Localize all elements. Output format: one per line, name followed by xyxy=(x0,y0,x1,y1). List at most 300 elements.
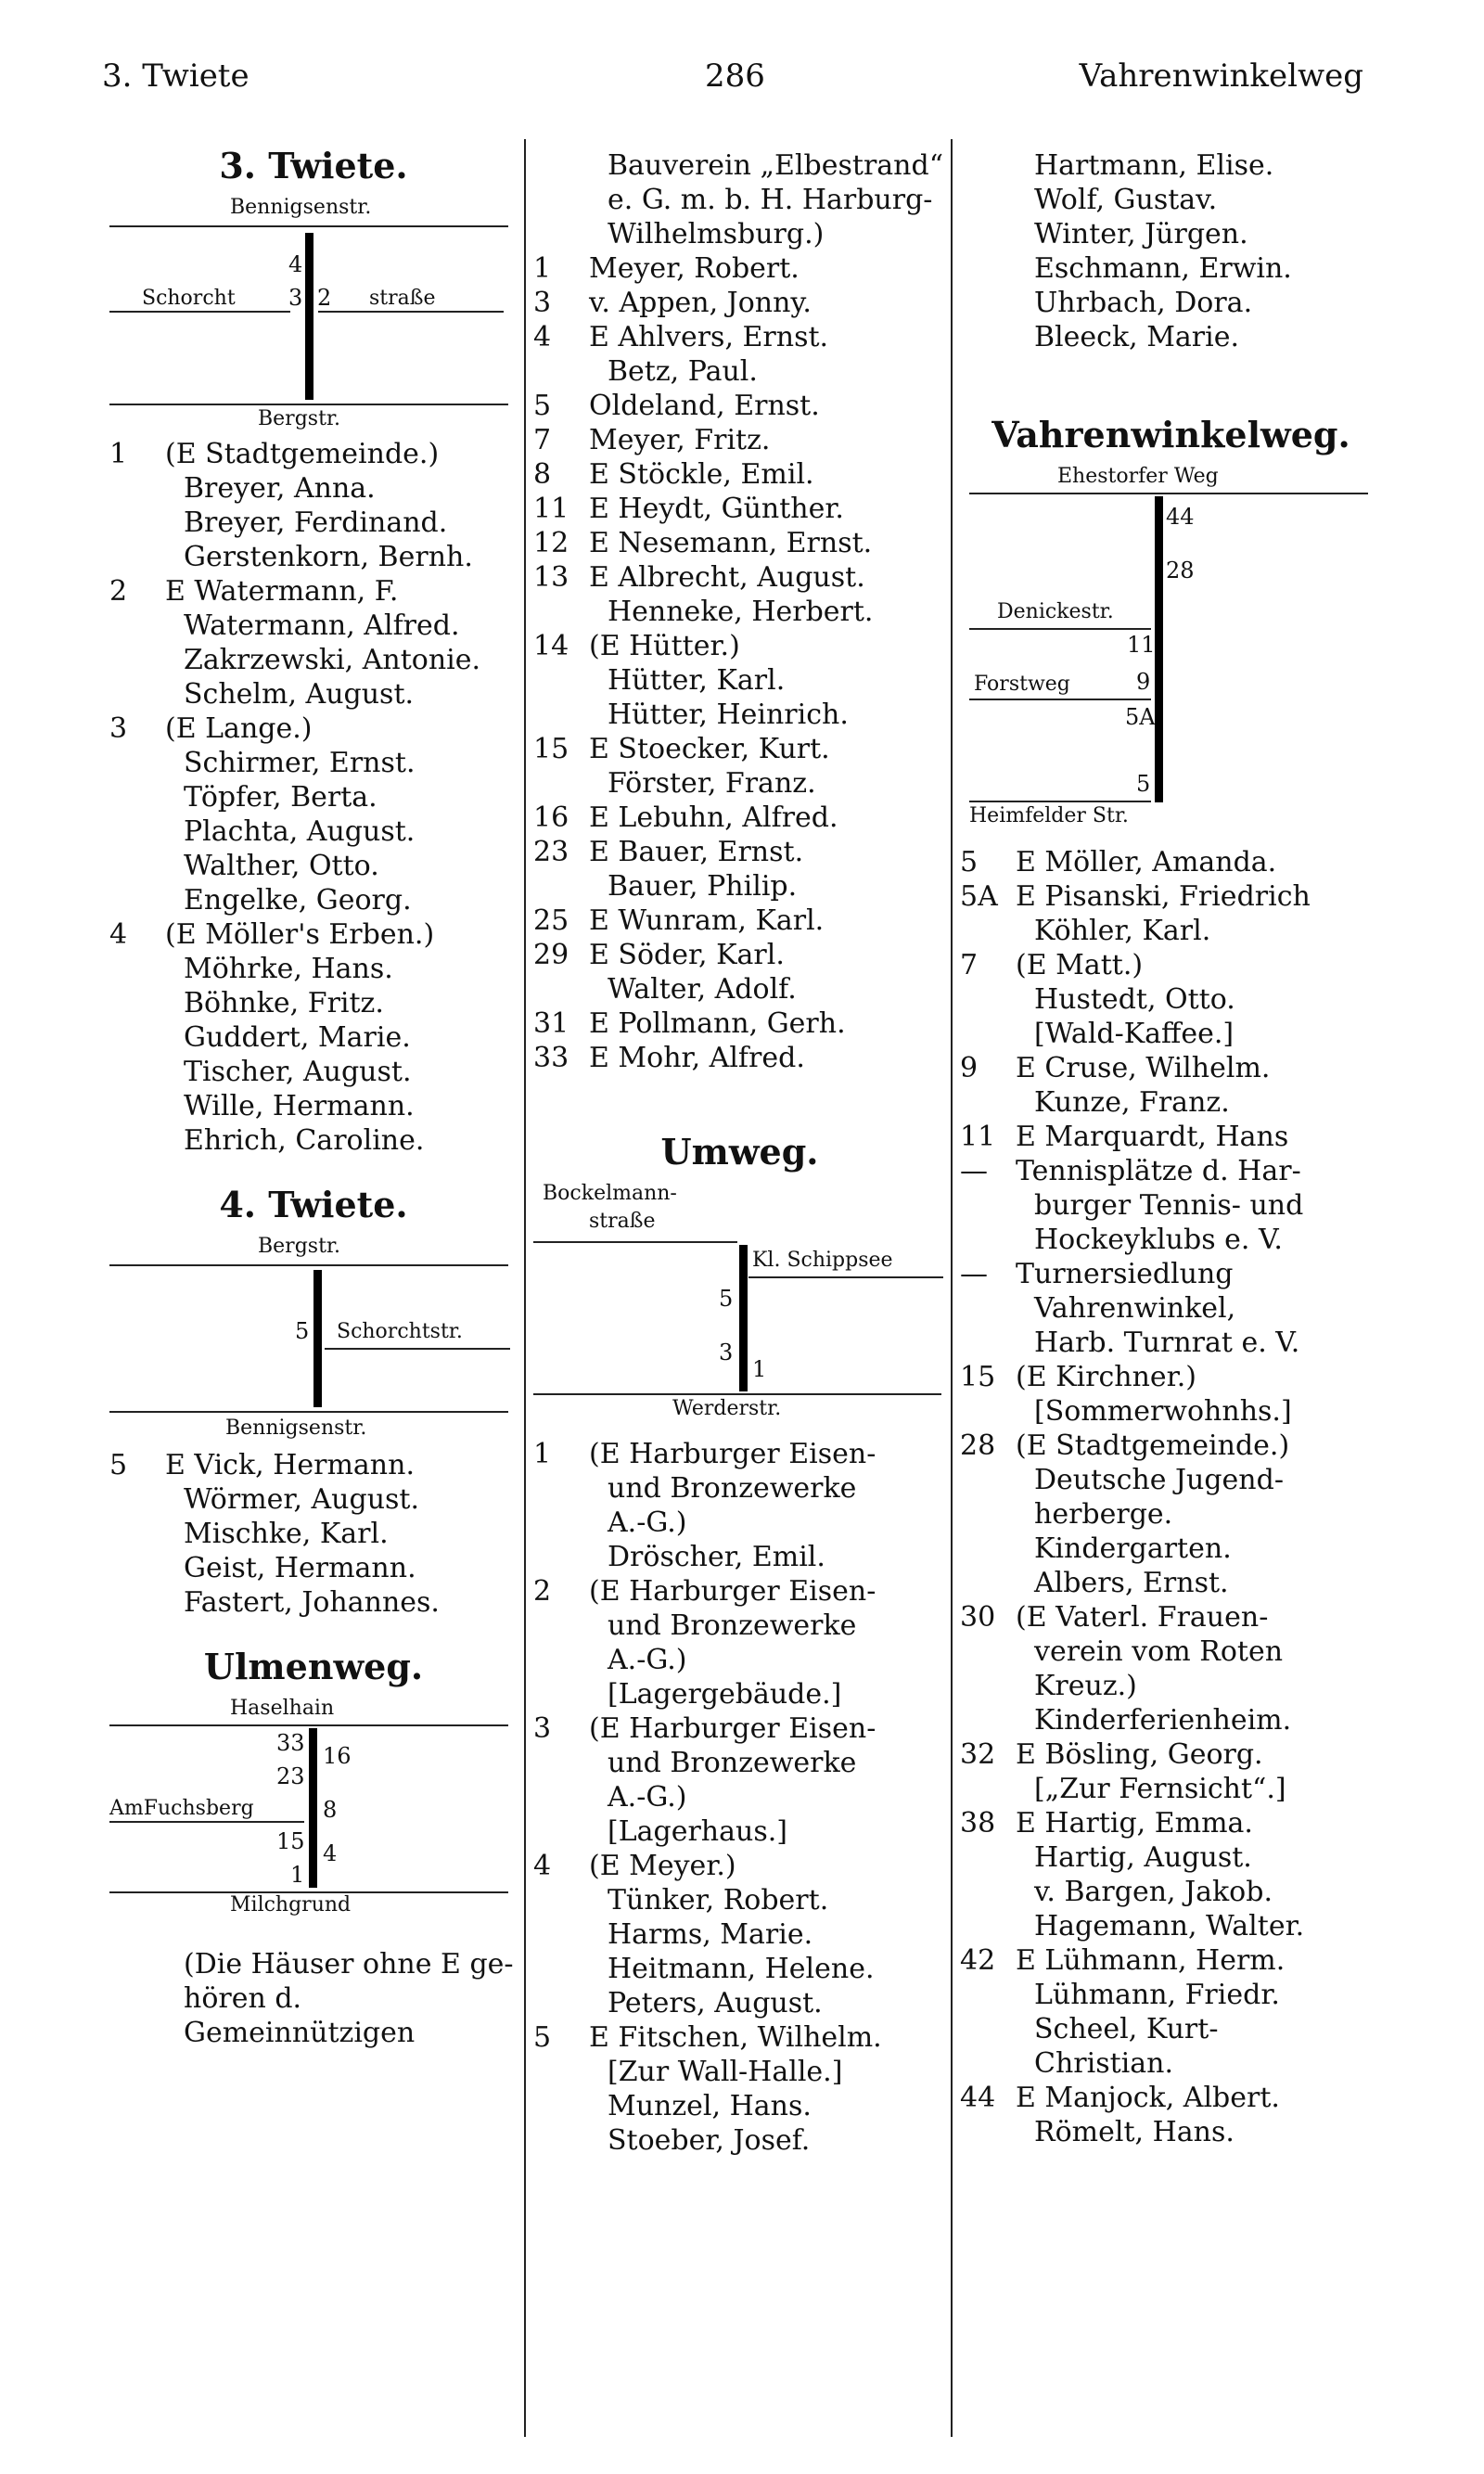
directory-entry xyxy=(109,1020,518,1055)
house-number-label: 1 xyxy=(290,1862,305,1888)
house-number xyxy=(960,1840,1016,1875)
map-label: Ehestorfer Weg xyxy=(1057,465,1219,488)
directory-entry xyxy=(533,1643,946,1677)
column-1 xyxy=(109,139,518,2446)
directory-entry xyxy=(533,1437,946,1471)
directory-entry xyxy=(533,869,946,904)
resident-text: Christian. xyxy=(1034,2047,1173,2080)
resident-text: Guddert, Marie. xyxy=(184,1021,411,1054)
directory-entry xyxy=(109,540,518,574)
directory-entry xyxy=(109,471,518,506)
house-number xyxy=(533,663,589,698)
house-number xyxy=(960,1909,1016,1943)
map-line xyxy=(109,1724,508,1726)
directory-entry xyxy=(533,698,946,732)
house-number xyxy=(533,1643,589,1677)
resident-text: Böhnke, Fritz. xyxy=(184,987,384,1019)
house-number-label: 5 xyxy=(295,1318,310,1344)
directory-entry xyxy=(960,1154,1382,1188)
directory-entry xyxy=(960,1566,1382,1600)
directory-entry xyxy=(109,1981,518,2050)
map-line xyxy=(109,1264,508,1266)
directory-entry xyxy=(533,560,946,595)
directory-entry xyxy=(960,1875,1382,1909)
directory-entry xyxy=(960,1634,1382,1669)
directory-entry xyxy=(960,1360,1382,1394)
resident-text: Tünker, Robert. xyxy=(608,1884,829,1916)
resident-text: und Bronzewerke xyxy=(608,1472,857,1505)
directory-entry xyxy=(533,938,946,972)
directory-entry xyxy=(109,1089,518,1123)
directory-entry xyxy=(533,389,946,423)
house-number xyxy=(109,883,165,917)
street-map xyxy=(109,1235,518,1448)
map-line xyxy=(109,1411,508,1413)
house-number-label: 16 xyxy=(323,1743,352,1769)
house-number xyxy=(960,1978,1016,2012)
resident-text: Möhrke, Hans. xyxy=(184,953,393,985)
directory-entry xyxy=(533,492,946,526)
directory-entry xyxy=(960,286,1382,320)
directory-entry xyxy=(960,1806,1382,1840)
directory-entry xyxy=(533,1746,946,1780)
resident-text: E Watermann, F. xyxy=(165,575,399,608)
resident-text: verein vom Roten xyxy=(1034,1635,1284,1668)
resident-text: Hagemann, Walter. xyxy=(1034,1910,1305,1942)
house-number xyxy=(109,677,165,711)
resident-text: E Lühmann, Herm. xyxy=(1016,1944,1286,1977)
directory-entry xyxy=(533,2055,946,2089)
house-number xyxy=(960,183,1016,217)
directory-entry xyxy=(960,320,1382,354)
house-number xyxy=(533,1917,589,1952)
house-number xyxy=(960,1326,1016,1360)
street-map xyxy=(533,1182,946,1428)
directory-entry xyxy=(960,1051,1382,1085)
directory-entry xyxy=(533,1609,946,1643)
house-number xyxy=(960,1634,1016,1669)
resident-text: Bleeck, Marie. xyxy=(1034,321,1240,353)
house-number xyxy=(533,1471,589,1506)
house-number-label: 15 xyxy=(276,1828,305,1854)
entry-list xyxy=(960,845,1382,2149)
resident-text: Geist, Hermann. xyxy=(184,1552,416,1584)
directory-entry xyxy=(960,2046,1382,2081)
resident-text: Tischer, August. xyxy=(184,1056,412,1088)
street-map xyxy=(109,1697,518,1919)
house-number-label: 3 xyxy=(288,285,303,311)
house-number: 4 xyxy=(109,918,128,951)
directory-entry xyxy=(533,1986,946,2020)
house-number-label: 11 xyxy=(1127,632,1156,658)
house-number: 33 xyxy=(533,1042,569,1074)
directory-entry xyxy=(533,183,946,217)
directory-entry xyxy=(109,952,518,986)
resident-text: A.-G.) xyxy=(608,1781,687,1814)
resident-text: E Stöckle, Emil. xyxy=(589,458,814,491)
house-number: 3 xyxy=(533,1712,552,1745)
directory-entry xyxy=(109,1517,518,1551)
directory-entry xyxy=(533,732,946,766)
house-number xyxy=(960,251,1016,286)
directory-entry xyxy=(960,148,1382,183)
map-label: Milchgrund xyxy=(230,1893,352,1916)
resident-text: Oldeland, Ernst. xyxy=(589,390,820,422)
directory-entry xyxy=(960,914,1382,948)
map-label: Schorcht xyxy=(142,287,236,310)
resident-text: Wilhelmsburg.) xyxy=(608,218,825,250)
house-number: 31 xyxy=(533,1007,569,1040)
resident-text: Wolf, Gustav. xyxy=(1034,184,1218,216)
resident-text: herberge. xyxy=(1034,1498,1173,1531)
house-number-label: 4 xyxy=(323,1840,338,1866)
house-number: 30 xyxy=(960,1601,996,1634)
directory-entry xyxy=(109,506,518,540)
entry-list xyxy=(109,437,518,1158)
house-number xyxy=(960,914,1016,948)
resident-text: Watermann, Alfred. xyxy=(184,609,460,642)
resident-text: Turnersiedlung xyxy=(1016,1258,1234,1290)
house-number-label: 28 xyxy=(1166,558,1195,583)
directory-entry xyxy=(533,629,946,663)
resident-text: (E Stadtgemeinde.) xyxy=(165,438,440,470)
resident-text: (E Meyer.) xyxy=(589,1850,736,1882)
house-number xyxy=(109,1482,165,1517)
directory-entry xyxy=(960,1257,1382,1291)
house-number xyxy=(109,1585,165,1620)
house-number xyxy=(960,1532,1016,1566)
directory-entry xyxy=(960,1600,1382,1634)
resident-text: Breyer, Anna. xyxy=(184,472,376,505)
map-label: Forstweg xyxy=(974,673,1070,696)
column-divider xyxy=(951,139,953,2437)
resident-text: Fastert, Johannes. xyxy=(184,1586,440,1619)
house-number xyxy=(533,1883,589,1917)
resident-text: Römelt, Hans. xyxy=(1034,2116,1235,2148)
directory-entry xyxy=(533,1677,946,1711)
resident-text: E Heydt, Günther. xyxy=(589,493,844,525)
resident-text: [Lagerhaus.] xyxy=(608,1815,787,1848)
street-title: Vahrenwinkelweg. xyxy=(991,414,1350,455)
house-number xyxy=(109,506,165,540)
house-number xyxy=(960,982,1016,1017)
house-number xyxy=(960,1463,1016,1497)
map-street-bar xyxy=(313,1270,322,1407)
directory-entry xyxy=(960,1703,1382,1737)
house-number-label: 3 xyxy=(719,1340,734,1365)
house-number xyxy=(960,1017,1016,1051)
column-3 xyxy=(960,139,1382,2446)
resident-text: Betz, Paul. xyxy=(608,355,758,388)
directory-entry xyxy=(533,1917,946,1952)
directory-entry xyxy=(533,1711,946,1746)
map-label: Schorchtstr. xyxy=(337,1320,463,1343)
directory-entry xyxy=(960,1943,1382,1978)
directory-entry xyxy=(533,835,946,869)
house-number xyxy=(533,2089,589,2123)
map-street-bar xyxy=(305,233,313,400)
resident-text: Heitmann, Helene. xyxy=(608,1953,875,1985)
directory-entry xyxy=(960,183,1382,217)
directory-entry xyxy=(109,883,518,917)
house-number: 2 xyxy=(109,575,128,608)
resident-text: Meyer, Robert. xyxy=(589,252,800,285)
resident-text: Harms, Marie. xyxy=(608,1918,813,1951)
house-number xyxy=(533,1746,589,1780)
directory-entry xyxy=(109,437,518,471)
directory-entry xyxy=(109,1123,518,1158)
resident-text: Hütter, Heinrich. xyxy=(608,699,849,731)
street-map xyxy=(960,465,1382,836)
map-label: Denickestr. xyxy=(997,600,1114,623)
directory-entry xyxy=(533,1952,946,1986)
resident-text: E Cruse, Wilhelm. xyxy=(1016,1052,1271,1084)
map-label: straße xyxy=(589,1210,656,1233)
directory-entry xyxy=(533,2089,946,2123)
house-number: 42 xyxy=(960,1944,996,1977)
house-number xyxy=(109,986,165,1020)
resident-text: Kinderferienheim. xyxy=(1034,1704,1292,1737)
directory-entry xyxy=(533,1814,946,1849)
house-number xyxy=(533,217,589,251)
directory-entry xyxy=(109,677,518,711)
resident-text: Meyer, Fritz. xyxy=(589,424,771,456)
directory-entry xyxy=(109,711,518,746)
house-number: 13 xyxy=(533,561,569,594)
resident-text: Schelm, August. xyxy=(184,678,415,711)
house-number xyxy=(109,746,165,780)
house-number xyxy=(960,148,1016,183)
resident-text: E Mohr, Alfred. xyxy=(589,1042,805,1074)
house-number: 15 xyxy=(533,733,569,765)
house-number: 7 xyxy=(960,949,979,981)
resident-text: v. Bargen, Jakob. xyxy=(1034,1876,1273,1908)
house-number xyxy=(533,148,589,183)
resident-text: (E Kirchner.) xyxy=(1016,1361,1196,1393)
directory-entry xyxy=(109,986,518,1020)
map-line xyxy=(109,1821,304,1823)
house-number xyxy=(960,286,1016,320)
directory-entry xyxy=(960,1463,1382,1497)
directory-entry xyxy=(533,801,946,835)
house-number xyxy=(533,354,589,389)
entry-list xyxy=(109,1947,518,2050)
directory-entry xyxy=(533,217,946,251)
map-street-bar xyxy=(739,1245,748,1391)
resident-text: [Sommerwohnhs.] xyxy=(1034,1395,1292,1428)
entry-list xyxy=(109,1448,518,1620)
house-number: 23 xyxy=(533,836,569,868)
map-line xyxy=(109,225,508,227)
directory-entry xyxy=(109,574,518,609)
map-line xyxy=(325,1348,510,1350)
resident-text: Winter, Jürgen. xyxy=(1034,218,1248,250)
entry-list xyxy=(533,1437,946,2158)
directory-entry xyxy=(533,1041,946,1075)
house-number xyxy=(533,766,589,801)
resident-text: Tennisplätze d. Har- xyxy=(1016,1155,1301,1187)
resident-text: (E Harburger Eisen- xyxy=(589,1438,876,1470)
house-number: — xyxy=(960,1155,988,1187)
map-line xyxy=(318,311,504,313)
resident-text: (E Harburger Eisen- xyxy=(589,1575,876,1608)
house-number-label: 5A xyxy=(1125,704,1156,730)
resident-text: Kunze, Franz. xyxy=(1034,1086,1230,1119)
house-number: 11 xyxy=(960,1121,996,1153)
resident-text: E Marquardt, Hans xyxy=(1016,1121,1289,1153)
house-number: 1 xyxy=(109,438,128,470)
resident-text: E Vick, Hermann. xyxy=(165,1449,415,1481)
house-number: 3 xyxy=(533,287,552,319)
house-number-label: 4 xyxy=(288,251,303,277)
house-number: 11 xyxy=(533,493,569,525)
directory-entry xyxy=(960,845,1382,879)
street-map xyxy=(109,196,518,437)
resident-text: Zakrzewski, Antonie. xyxy=(184,644,481,676)
house-number xyxy=(109,1123,165,1158)
resident-text: [„Zur Fernsicht“.] xyxy=(1034,1773,1286,1805)
resident-text: E Fitschen, Wilhelm. xyxy=(589,2021,882,2054)
resident-text: Eschmann, Erwin. xyxy=(1034,252,1292,285)
map-line xyxy=(969,493,1368,494)
house-number: 9 xyxy=(960,1052,979,1084)
resident-text: Bauverein „Elbestrand“ xyxy=(608,149,944,182)
directory-entry xyxy=(533,1506,946,1540)
directory-entry xyxy=(533,423,946,457)
resident-text: Hartmann, Elise. xyxy=(1034,149,1274,182)
map-label: Werderstr. xyxy=(672,1397,782,1420)
map-label: Haselhain xyxy=(230,1697,335,1720)
directory-entry xyxy=(960,1497,1382,1532)
resident-text: Scheel, Kurt- xyxy=(1034,2013,1219,2045)
directory-entry xyxy=(533,766,946,801)
resident-text: Wörmer, August. xyxy=(184,1483,420,1516)
house-number: 7 xyxy=(533,424,552,456)
map-line xyxy=(969,628,1151,630)
house-number xyxy=(960,1566,1016,1600)
house-number xyxy=(109,1055,165,1089)
directory-entry xyxy=(960,1326,1382,1360)
directory-entry xyxy=(960,1085,1382,1120)
resident-text: v. Appen, Jonny. xyxy=(589,287,812,319)
running-head-right: Vahrenwinkelweg xyxy=(1079,58,1363,95)
resident-text: Bauer, Philip. xyxy=(608,870,798,903)
map-label: Bennigsenstr. xyxy=(230,196,372,219)
resident-text: Engelke, Georg. xyxy=(184,884,412,917)
house-number xyxy=(533,1986,589,2020)
house-number: 38 xyxy=(960,1807,996,1839)
directory-entry xyxy=(533,2020,946,2055)
directory-entry xyxy=(533,1471,946,1506)
directory-entry xyxy=(960,1120,1382,1154)
resident-text: (E Matt.) xyxy=(1016,949,1144,981)
resident-text: A.-G.) xyxy=(608,1506,687,1539)
house-number: 8 xyxy=(533,458,552,491)
directory-entry xyxy=(960,2012,1382,2046)
directory-entry xyxy=(960,1291,1382,1326)
map-label: Heimfelder Str. xyxy=(969,804,1129,827)
resident-text: Harb. Turnrat e. V. xyxy=(1034,1327,1300,1359)
resident-text: E Pollmann, Gerh. xyxy=(589,1007,846,1040)
map-street-bar xyxy=(1155,496,1163,802)
directory-entry xyxy=(960,1669,1382,1703)
house-number xyxy=(109,952,165,986)
house-number xyxy=(109,1981,165,2050)
resident-text: (E Stadtgemeinde.) xyxy=(1016,1429,1290,1462)
directory-entry xyxy=(960,217,1382,251)
house-number xyxy=(960,1188,1016,1223)
directory-entry xyxy=(960,251,1382,286)
resident-text: Kindergarten. xyxy=(1034,1532,1232,1565)
house-number: 44 xyxy=(960,2082,996,2114)
directory-entry xyxy=(533,251,946,286)
map-label: Bennigsenstr. xyxy=(225,1416,367,1440)
house-number: 5A xyxy=(960,880,998,913)
directory-entry xyxy=(960,1394,1382,1429)
directory-entry xyxy=(109,1448,518,1482)
directory-entry xyxy=(109,1482,518,1517)
directory-entry xyxy=(533,457,946,492)
house-number-label: 1 xyxy=(752,1356,767,1382)
resident-text: und Bronzewerke xyxy=(608,1609,857,1642)
resident-text: Stoeber, Josef. xyxy=(608,2124,811,2157)
house-number-label: 23 xyxy=(276,1763,305,1789)
house-number xyxy=(533,869,589,904)
street-title: Umweg. xyxy=(660,1131,819,1173)
directory-entry xyxy=(109,609,518,643)
resident-text: Albers, Ernst. xyxy=(1034,1567,1229,1599)
running-head-left: 3. Twiete xyxy=(102,58,249,95)
resident-text: Walter, Adolf. xyxy=(608,973,797,1006)
house-number xyxy=(109,1947,165,1981)
resident-text: (E Hütter.) xyxy=(589,630,740,662)
directory-entry xyxy=(109,917,518,952)
entry-list xyxy=(960,148,1382,354)
resident-text: (E Möller's Erben.) xyxy=(165,918,435,951)
directory-entry xyxy=(960,1429,1382,1463)
directory-entry xyxy=(533,595,946,629)
house-number xyxy=(109,643,165,677)
directory-entry xyxy=(533,148,946,183)
house-number: 12 xyxy=(533,527,569,559)
house-number: 3 xyxy=(109,712,128,745)
house-number-label: 33 xyxy=(276,1730,305,1756)
house-number-label: 2 xyxy=(317,285,332,311)
house-number-label: 9 xyxy=(1136,669,1151,695)
house-number xyxy=(960,1085,1016,1120)
map-line xyxy=(533,1393,941,1395)
resident-text: [Zur Wall-Halle.] xyxy=(608,2056,843,2088)
house-number xyxy=(533,183,589,217)
directory-entry xyxy=(109,746,518,780)
resident-text: Töpfer, Berta. xyxy=(184,781,377,814)
house-number xyxy=(109,1551,165,1585)
resident-text: Schirmer, Ernst. xyxy=(184,747,416,779)
house-number xyxy=(533,1952,589,1986)
directory-entry xyxy=(109,1585,518,1620)
house-number xyxy=(960,1703,1016,1737)
resident-text: [Lagergebäude.] xyxy=(608,1678,842,1711)
resident-text: Hütter, Karl. xyxy=(608,664,786,697)
resident-text: (E Harburger Eisen- xyxy=(589,1712,876,1745)
directory-entry xyxy=(109,1055,518,1089)
house-number: 1 xyxy=(533,1438,552,1470)
directory-entry xyxy=(533,972,946,1006)
house-number xyxy=(533,1677,589,1711)
resident-text: E Söder, Karl. xyxy=(589,939,785,971)
house-number xyxy=(960,2046,1016,2081)
house-number: 16 xyxy=(533,801,569,834)
